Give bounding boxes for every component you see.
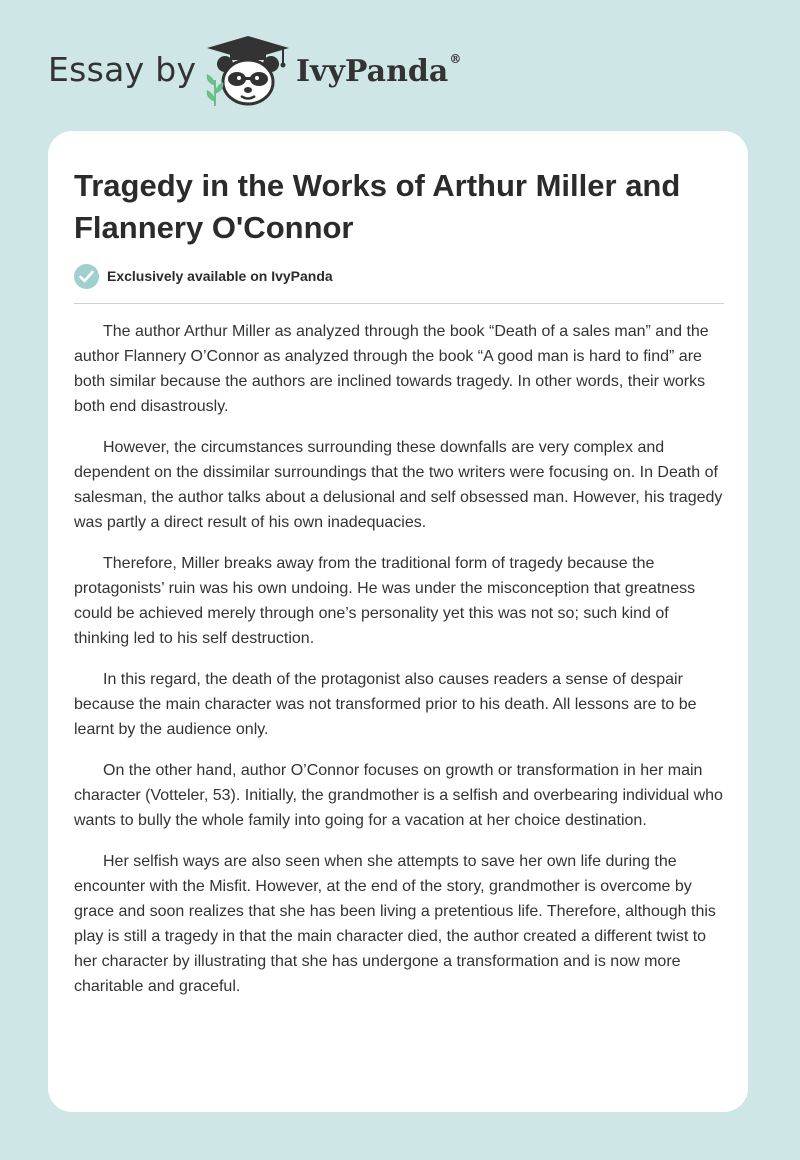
- paragraph: In this regard, the death of the protagonist also causes readers a sense of despair because the main character was not transformed prior to his death. All lessons are to be learnt by the audience only.: [74, 671, 697, 738]
- panda-logo-icon[interactable]: [203, 34, 293, 110]
- site-header: [48, 30, 748, 110]
- check-icon: [74, 264, 99, 289]
- paragraph: Therefore, Miller breaks away from the traditional form of tragedy because the protagonists’ ruin was his own undoing. He was under the misconception that greatness could be achieved merely through one’s personality yet this was not so; such kind of thinking led to his self destruction.: [74, 555, 696, 647]
- page-title: Tragedy in the Works of Arthur Miller and Flannery O'Connor: [74, 168, 681, 245]
- divider: [74, 303, 724, 304]
- badge-label: Exclusively available on IvyPanda: [107, 268, 333, 284]
- paragraph: On the other hand, author O’Connor focuses on growth or transformation in her main character (Votteler, 53). Initially, the grandmother is a selfish and overbearing individual who wants to bully the whole family into going for a vacation at her choice destination.: [74, 762, 723, 829]
- essay-body: [74, 319, 726, 1015]
- exclusive-badge: [74, 263, 333, 289]
- essay-card: [48, 131, 748, 1112]
- essay-by-label: Essay by: [48, 50, 197, 89]
- paragraph: However, the circumstances surrounding these downfalls are very complex and dependent on the dissimilar surroundings that the two writers were focusing on. In Death of salesman, the author talks about a delusional and self obsessed man. However, his tragedy was partly a direct result of his own inadequacies.: [74, 439, 723, 531]
- brand-text: IvyPanda: [296, 54, 449, 89]
- paragraph: Her selfish ways are also seen when she attempts to save her own life during the encounter with the Misfit. However, at the end of the story, grandmother is overcome by grace and soon realizes that she has been living a pretentious life. Therefore, although this play is still a tragedy in that the main character died, the author created a different twist to her character by illustrating that she has undergone a transformation and is now more charitable and graceful.: [74, 853, 716, 995]
- brand-name[interactable]: [296, 54, 461, 89]
- trademark-symbol: ®: [449, 52, 462, 66]
- paragraph: The author Arthur Miller as analyzed through the book “Death of a sales man” and the author Flannery O’Connor as analyzed through the book “A good man is hard to find” are both similar because the authors are inclined towards tragedy. In other words, their works both end disastrously.: [74, 323, 709, 415]
